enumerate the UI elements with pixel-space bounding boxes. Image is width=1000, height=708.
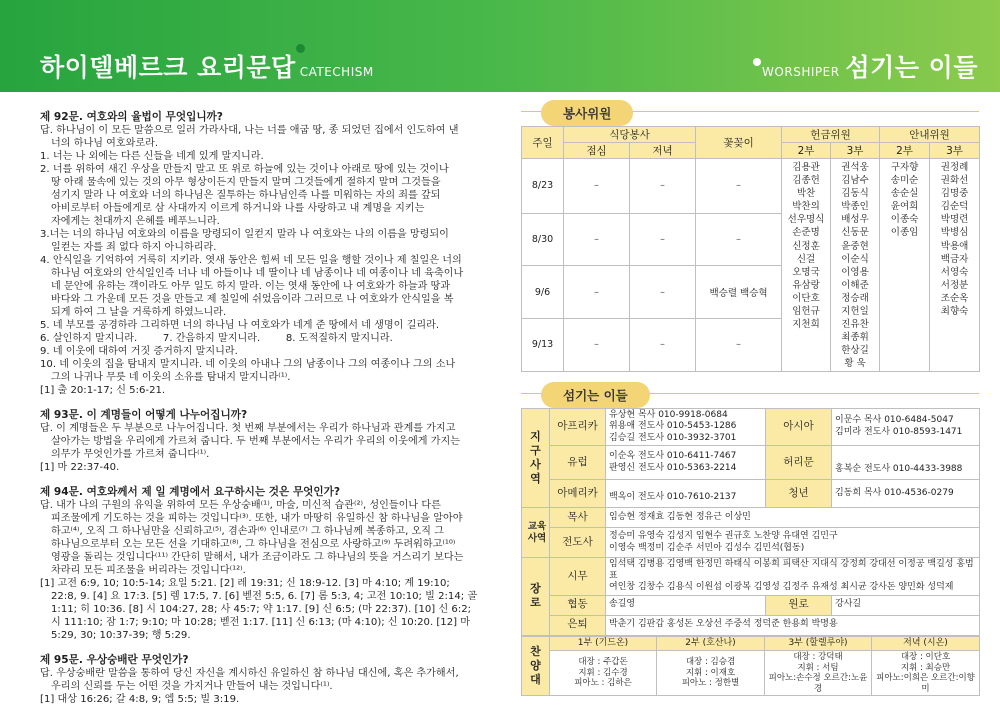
offering-2bu-list	[782, 159, 831, 372]
answer-line: [1] 마 22:37-40.	[40, 462, 120, 473]
pastor-label: 목사	[550, 508, 606, 528]
list-item: 한상길	[841, 345, 869, 357]
header-usher-3bu: 3부	[930, 143, 980, 159]
list-item: 박병심	[940, 227, 969, 239]
list-item: 박찬	[796, 188, 816, 200]
list-item: 이종숙	[890, 214, 919, 226]
list-item: 서영숙	[940, 266, 969, 278]
list-item: 신동문	[841, 227, 869, 239]
worshiper-header	[762, 48, 978, 84]
answer-line: 영광을 돌리는 것입니다⁽¹¹⁾ 간단히 말해서, 내가 조금이라도 그 하나님의 뜻을 거스리기 보다는	[51, 552, 464, 563]
list-item: 피아노 : 김하은	[574, 678, 632, 689]
catechism-question	[40, 111, 492, 397]
question-title: 제 92문. 여호와의 율법이 무엇입니까?	[40, 111, 223, 123]
list-item: 유상현 목사 010-9918-0684	[609, 409, 728, 420]
answer-line: 의무가 무엇인가를 가르쳐 줍니다⁽¹⁾.	[51, 449, 210, 460]
america-label: 아메리카	[550, 480, 606, 508]
answer-line: 아비로부터 아들에게로 삼 사대까지 이르게 하거니와 나를 사랑하고 내 계명을 지키는	[51, 203, 425, 214]
list-item: 지천희	[792, 319, 820, 331]
choir-col-2: 2부 (호산나)	[657, 636, 765, 651]
offering-3bu-list	[831, 159, 880, 372]
list-item: 이영용	[841, 266, 869, 278]
answer-line: 그의 나귀나 무릇 네 이웃의 소유를 탐내지 말지니라⁽¹⁾.	[51, 372, 291, 383]
list-item: 피아노:이희은 오르간:이향미	[876, 673, 975, 694]
list-item: 임석택 김병용 김영백 한정민 하태식 이봉희 피택산 지대식 강정희 강대선 이정공 백길성 홍범표	[609, 559, 974, 581]
list-item: 손준명	[792, 227, 820, 239]
date-cell: 9/6	[522, 266, 564, 319]
cooperating-elders-label: 협동	[550, 595, 606, 615]
retired-elders-list: 박춘기 김판갑 홍성돈 오상선 주중석 정덕준 한용희 박명용	[606, 615, 980, 635]
list-item: 오명국	[792, 266, 820, 278]
education-label: 교육사역	[522, 508, 550, 558]
answer-line: 5:29, 30; 10:37-39; 행 5:29.	[51, 630, 191, 641]
africa-label: 아프리카	[550, 408, 606, 446]
list-item: 이영숙 백정미 김순주 서민아 김성수 김민석(협동)	[609, 542, 805, 553]
list-item: 박용애	[940, 240, 969, 252]
lunch-cell: –	[564, 266, 630, 319]
choir-members-2	[657, 651, 765, 696]
elders-label: 장로	[522, 558, 550, 636]
answer-line: 섬기지 말라 나 여호와 너의 하나님은 질투하는 하나님인즉 나를 미워하는 자의 죄를 갚되	[51, 190, 441, 201]
question-title: 제 95문. 우상숭배란 무엇인가?	[40, 654, 189, 666]
answer-line: 피조물에게 기도하는 것을 피하는 것입니다⁽³⁾. 또한, 내가 마땅히 유일하신 참 하나님을 알아야	[51, 513, 463, 524]
question-title: 제 93문. 이 계명들이 어떻게 나누어집니까?	[40, 409, 248, 421]
list-item: 최종휘	[841, 332, 869, 344]
page-header	[0, 0, 1000, 92]
heoballun-contacts	[832, 446, 980, 480]
flower-cell: –	[696, 318, 782, 371]
pastor-list: 임승현 정재효 김동현 정유근 이상민	[606, 508, 980, 528]
list-item: 여인창 김창수 김용식 이원섭 이광복 김영성 김정주 유재성 최시균 강사돈 양민화 성덕제	[609, 582, 954, 592]
list-item: 이순식	[841, 253, 869, 265]
heoballun-label: 허리문	[766, 446, 832, 480]
list-item: 김동희 목사 010-4536-0279	[835, 487, 954, 498]
answer-line: 10. 네 이웃의 집을 탐내지 말지니라. 네 이웃의 아내나 그의 남종이나 그의 여종이나 그의 소나	[40, 359, 456, 370]
list-item: 조순옥	[940, 292, 969, 304]
list-item: 서정분	[940, 279, 969, 291]
retired-elders-label: 은퇴	[550, 615, 606, 635]
usher-2bu-list	[880, 159, 930, 372]
answer-line: 1. 너는 나 외에는 다른 신들을 네게 있게 말지니라.	[40, 151, 264, 162]
header-flower: 꽃꽂이	[696, 127, 782, 159]
list-item: 김용관	[792, 162, 820, 173]
answer-line: 자에게는 천대까지 은혜를 베푸느니라.	[51, 216, 220, 227]
worshiper-column	[521, 100, 979, 696]
list-item: 송순실	[890, 188, 919, 200]
answer-line: 9. 네 이웃에 대하여 거짓 증거하지 말지니라.	[40, 346, 238, 357]
youth-contacts	[832, 480, 980, 508]
list-item: 피아노:손수정 오르간:노윤경	[768, 673, 868, 694]
dinner-cell: –	[630, 318, 696, 371]
answer-line: 바다와 그 가운데 모든 것을 만들고 제 칠일에 쉬었음이라 그러므로 나 여호와가 안식일을 복	[51, 294, 454, 305]
answer-line: 하고⁽⁴⁾, 오직 그 하나님만을 신뢰하고⁽⁵⁾, 겸손과⁽⁶⁾ 인내로⁽⁷⁾ 그 하나님께 복종하고, 오직 그	[51, 526, 444, 537]
list-item: 백옥이 전도사 010-7610-2137	[609, 491, 737, 502]
list-item: 김미라 전도사 010-8593-1471	[835, 426, 963, 437]
list-item: 지휘 : 서팀	[797, 662, 839, 673]
list-item: 선우명식	[787, 214, 825, 226]
answer-line: 하나님으로부터 오는 모든 선을 기대하고⁽⁸⁾, 그 하나님을 전심으로 사랑하고⁽⁹⁾ 두려워하고⁽¹⁰⁾	[51, 539, 456, 550]
usher-3bu-list	[930, 159, 980, 372]
list-item: 이단호	[792, 292, 820, 304]
header-meal: 식당봉사	[564, 127, 696, 143]
list-item: 황 욱	[844, 358, 866, 370]
choir-col-3: 3부 (할렐루야)	[765, 636, 872, 651]
list-item: 대장 : 이단호	[900, 652, 951, 662]
catechism-subtitle: CATECHISM	[299, 65, 374, 79]
list-item: 배성우	[841, 214, 869, 226]
list-item: 김남수	[841, 175, 869, 187]
list-item: 권화선	[940, 175, 969, 187]
catechism-title: 하이델베르크 요리문답	[40, 53, 296, 82]
list-item: 백금자	[940, 253, 969, 265]
list-item: 진유찬	[841, 319, 869, 331]
dinner-cell: –	[630, 213, 696, 266]
header-dot-decoration	[296, 44, 305, 53]
answer-line: 차라리 모든 피조물을 버리라는 것입니다⁽¹²⁾.	[51, 565, 246, 576]
header-lunch: 점심	[564, 143, 630, 159]
catechism-question	[40, 409, 492, 474]
answer-line: 너의 하나님 여호와로라.	[51, 138, 159, 149]
missions-label: 지구사역	[522, 408, 550, 508]
answer-line: [1] 대상 16:26; 갈 4:8, 9; 엡 5:5; 빌 3:19.	[40, 694, 240, 705]
list-item: 김순덕	[940, 201, 969, 213]
list-item: 박명련	[940, 214, 969, 226]
volunteers-title: 봉사위원	[541, 100, 633, 126]
header-offering: 헌금위원	[782, 127, 880, 143]
list-item: 이순옥 전도사 010-6411-7467	[609, 451, 737, 461]
list-item: 지휘 : 최승만	[900, 662, 951, 673]
question-title: 제 94문. 여호와께서 제 일 계명에서 요구하시는 것은 무엇인가?	[40, 486, 341, 498]
answer-line: 우리의 신뢰를 두는 어떤 것을 가지거나 만들어 내는 것입니다⁽¹⁾.	[51, 681, 333, 692]
header-offering-2bu: 2부	[782, 143, 831, 159]
list-item: 위용애 전도사 010-5453-1286	[609, 421, 737, 431]
list-item: 이문수 목사 010-6484-5047	[835, 415, 954, 426]
list-item: 대장 : 김승겸	[685, 657, 736, 668]
date-cell: 8/30	[522, 213, 564, 266]
header-usher-2bu: 2부	[880, 143, 930, 159]
date-cell: 8/23	[522, 159, 564, 214]
header-offering-3bu: 3부	[831, 143, 880, 159]
asia-contacts	[832, 408, 980, 446]
cooperating-elders-list: 송길영	[606, 595, 766, 615]
choir-members-4	[872, 651, 980, 696]
list-item: 대장 : 강덕태	[793, 652, 843, 662]
answer-line: 2. 너를 위하여 새긴 우상을 만들지 말고 또 위로 하늘에 있는 것이나 아래로 땅에 있는 것이나	[40, 164, 449, 175]
answer-line: 5. 네 부모를 공경하라 그리하면 너의 하나님 나 여호와가 네게 준 땅에서 네 생명이 길리라.	[40, 320, 440, 331]
choir-members-1	[550, 651, 657, 696]
choir-col-1: 1부 (기드온)	[550, 636, 657, 651]
answer-line: 3.너는 너의 하나님 여호와의 이름을 망령되이 일컫지 말라 나 여호와는 나의 이름을 망령되이	[40, 229, 449, 240]
list-item: 이종임	[890, 227, 919, 239]
answer-line: 1:11; 히 10:36. [8] 시 104:27, 28; 사 45:7; 약 1:17. [9] 신 6:5; (마 22:37). [10] 신 6:2;	[51, 604, 472, 615]
catechism-header	[40, 48, 374, 84]
answer-line: 되게 하여 그 날을 거룩하게 하였느니라.	[51, 307, 227, 318]
servers-table	[521, 408, 980, 636]
catechism-question	[40, 654, 492, 706]
flower-cell: –	[696, 213, 782, 266]
answer-line: 네 문안에 유하는 객이라도 아무 일도 하지 말라. 이는 엿새 동안에 나 여호와가 하늘과 땅과	[51, 281, 451, 292]
catechism-column	[40, 111, 492, 708]
dinner-cell: –	[630, 159, 696, 214]
list-item: 윤중현	[841, 240, 869, 252]
answer-line: 답. 하나님이 이 모든 말씀으로 일러 가라사대, 나는 너를 애굽 땅, 종 되었던 집에서 인도하여 낸	[40, 125, 459, 136]
list-item: 윤여희	[890, 201, 919, 213]
answer-line: [1] 출 20:1-17; 신 5:6-21.	[40, 385, 166, 396]
list-item: 판영신 전도사 010-5363-2214	[609, 462, 737, 473]
list-item: 지휘 : 김수경	[578, 667, 628, 678]
flower-cell: 백승렬 백승혁	[696, 266, 782, 319]
answer-line: 답. 우상숭배란 말씀을 통하여 당신 자신을 계시하신 유일하신 참 하나님 대신에, 혹은 추가해서,	[40, 668, 459, 679]
list-item: 송미순	[890, 175, 919, 187]
list-item: 권정례	[940, 162, 969, 173]
answer-line: [1] 고전 6:9, 10; 10:5-14; 요일 5:21. [2] 레 19:31; 신 18:9-12. [3] 마 4:10; 계 19:10;	[40, 578, 450, 589]
date-cell: 9/13	[522, 318, 564, 371]
header-dinner: 저녁	[630, 143, 696, 159]
list-item: 정승미 유영숙 김성지 임현수 권규호 노찬양 유대연 김민구	[609, 531, 838, 541]
honorary-elders-list: 강사길	[832, 595, 980, 615]
answer-line: 답. 내가 나의 구원의 유익을 위하여 모든 우상숭배⁽¹⁾, 마술, 미신적 습관⁽²⁾, 성인들이나 다른	[40, 500, 441, 511]
list-item: 이해준	[841, 279, 869, 291]
list-item: 신걸	[796, 253, 816, 265]
lunch-cell: –	[564, 318, 630, 371]
lunch-cell: –	[564, 159, 630, 214]
list-item: 유삼랑	[792, 279, 820, 291]
servers-title: 섬기는 이들	[541, 382, 650, 408]
list-item: 지헌일	[841, 306, 869, 318]
evangelist-list	[606, 528, 980, 558]
answer-line: 땅 아래 물속에 있는 것의 아무 형상이든지 만들지 말며 그것들에게 절하지 말며 그것들을	[51, 177, 441, 188]
dinner-cell: –	[630, 266, 696, 319]
answer-line: 일컫는 자를 죄 없다 하지 아니하리라.	[51, 242, 217, 253]
choir-col-4: 저녁 (시온)	[872, 636, 980, 651]
header-date: 주일	[522, 127, 564, 159]
list-item: 박찬의	[792, 201, 820, 213]
worshiper-title: 섬기는 이들	[845, 53, 978, 82]
list-item: 임헌규	[792, 306, 820, 318]
answer-line: 22:8, 9. [4] 요 17:3. [5] 렘 17:5, 7. [6] 벧전 5:5, 6. [7] 롬 5:3, 4; 고전 10:10; 빌 2:14; 골	[51, 591, 478, 602]
list-item: 홍복순 전도사 010-4433-3988	[835, 463, 963, 474]
list-item: 김승길 전도사 010-3932-3701	[609, 432, 737, 443]
europe-label: 유럽	[550, 446, 606, 480]
serving-elders-label: 시무	[550, 558, 606, 596]
choir-label: 찬양대	[522, 636, 550, 696]
youth-label: 청년	[766, 480, 832, 508]
list-item: 신정훈	[792, 240, 820, 252]
list-item: 최향숙	[940, 306, 969, 318]
choir-table	[521, 636, 980, 697]
serving-elders-list	[606, 558, 980, 596]
answer-line: 6. 살인하지 말지니라. 7. 간음하지 말지니라. 8. 도적질하지 말지니라.	[40, 333, 393, 344]
europe-contacts	[606, 446, 766, 480]
list-item: 지휘 : 이재호	[685, 667, 736, 678]
header-dot-decoration-right	[753, 58, 761, 66]
catechism-question	[40, 486, 492, 642]
choir-members-3	[765, 651, 872, 696]
answer-line: 답. 이 계명들은 두 부분으로 나누어집니다. 첫 번째 부분에서는 우리가 하나님과 관계를 가지고	[40, 423, 456, 434]
answer-line: 4. 안식일을 기억하여 거룩히 지키라. 엿새 동안은 힘써 네 모든 일을 행할 것이나 제 칠일은 너의	[40, 255, 462, 266]
list-item: 박종인	[841, 201, 869, 213]
africa-contacts	[606, 408, 766, 446]
answer-line: 하나님 여호와의 안식일인즉 너나 네 아들이나 네 딸이나 네 남종이나 네 여종이나 네 육축이나	[51, 268, 464, 279]
volunteers-band	[521, 100, 979, 124]
answer-line: 살아가는 방법을 우리에게 가르쳐 줍니다. 두 번째 부분에서는 우리가 우리의 이웃에게 가지는	[51, 436, 461, 447]
list-item: 김종헌	[792, 175, 820, 187]
list-item: 피아노 : 정한별	[681, 678, 740, 689]
volunteers-table	[521, 126, 980, 372]
list-item: 정승래	[841, 292, 869, 304]
asia-label: 아시아	[766, 408, 832, 446]
list-item: 김명중	[940, 188, 969, 200]
worshiper-subtitle: WORSHIPER	[762, 65, 840, 79]
list-item: 권석웅	[841, 162, 869, 173]
list-item: 김동식	[841, 188, 869, 200]
lunch-cell: –	[564, 213, 630, 266]
evangelist-label: 전도사	[550, 528, 606, 558]
list-item: 대장 : 주갑돈	[578, 657, 628, 668]
list-item: 구자향	[890, 162, 919, 173]
servers-band	[521, 382, 979, 406]
flower-cell: –	[696, 159, 782, 214]
answer-line: 시 111:10; 잠 1:7; 9:10; 마 10:28; 벧전 1:17. [11] 신 6:13; (마 4:10); 신 10:20. [12] 마	[51, 617, 471, 628]
america-contacts	[606, 480, 766, 508]
honorary-elders-label: 원로	[766, 595, 832, 615]
header-usher: 안내위원	[880, 127, 980, 143]
